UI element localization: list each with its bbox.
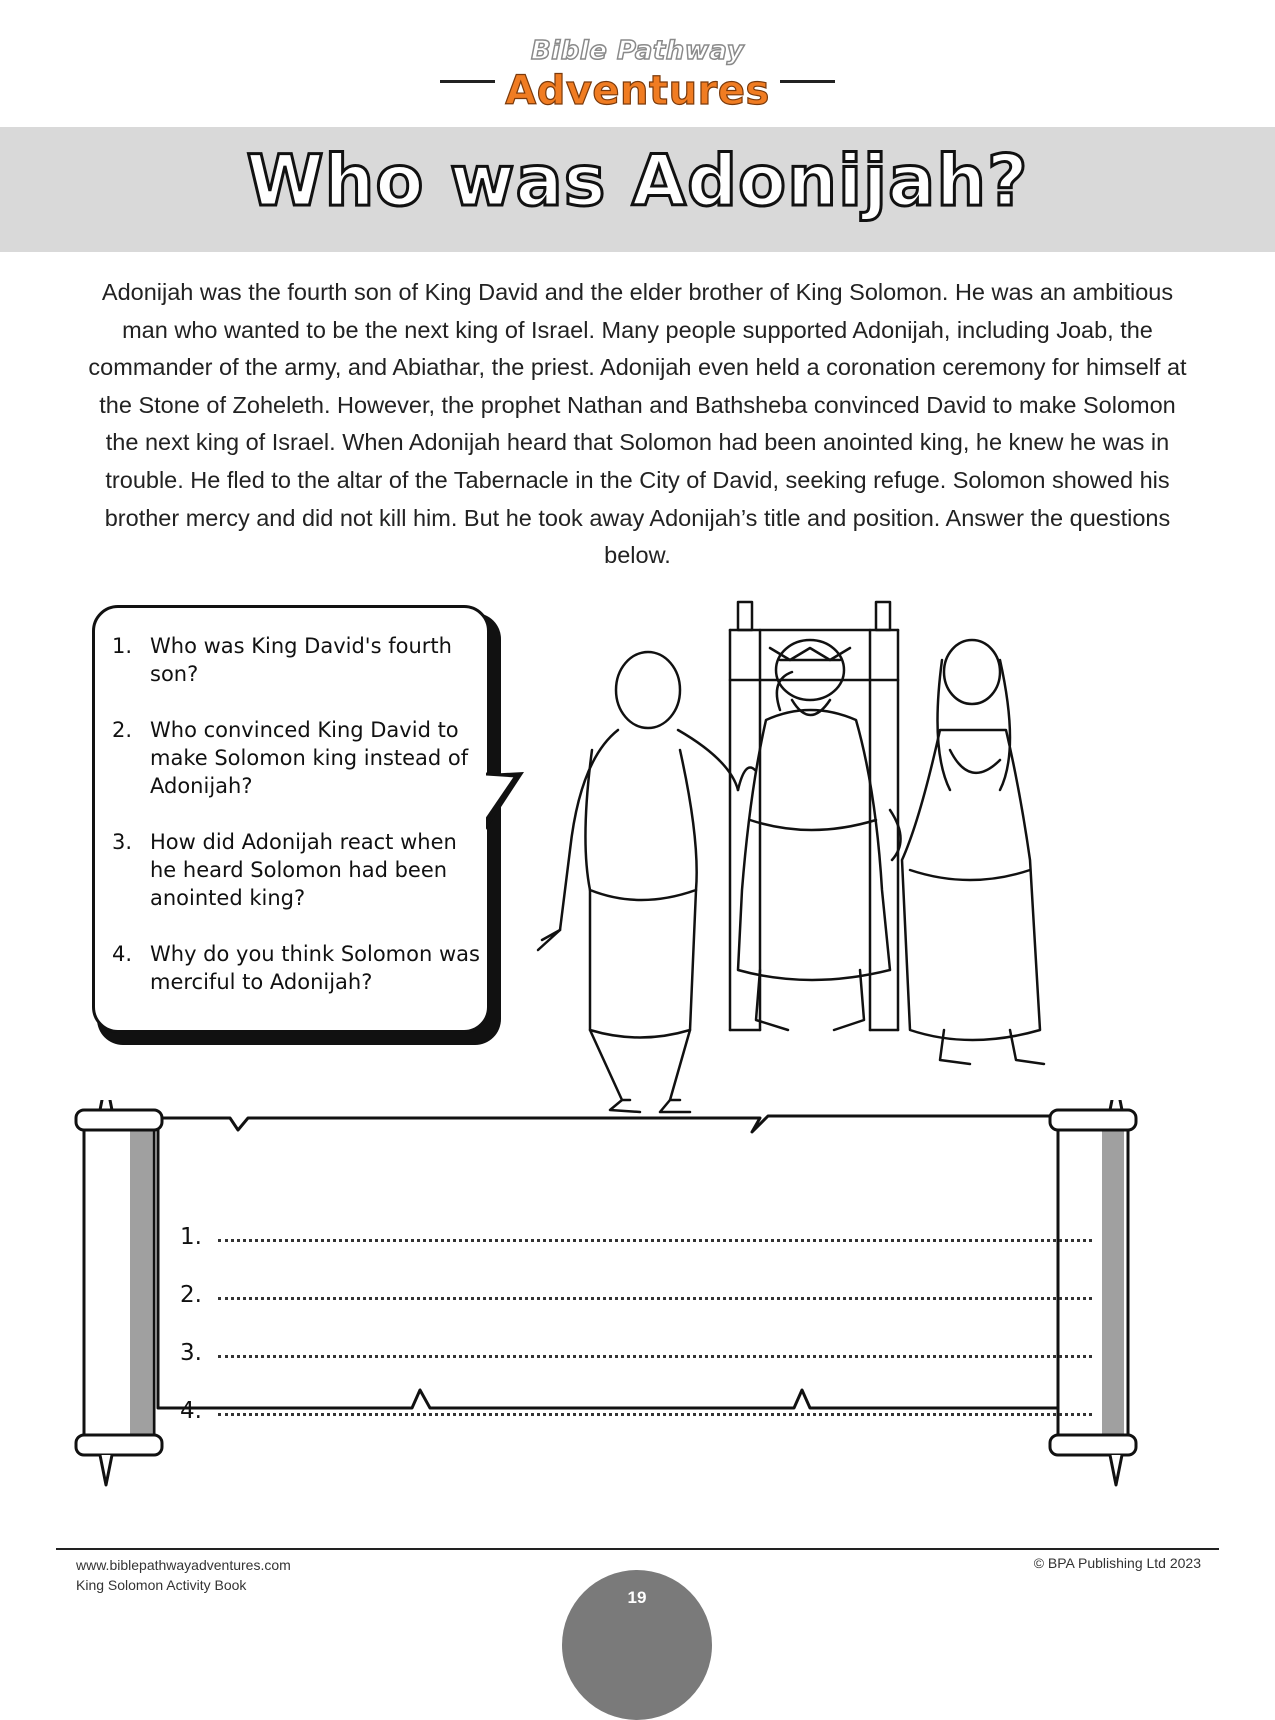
footer-copyright: © BPA Publishing Ltd 2023 bbox=[1033, 1555, 1201, 1571]
logo-rule-right bbox=[780, 80, 835, 83]
answer-row[interactable] bbox=[180, 1268, 1100, 1308]
man-figure bbox=[538, 652, 755, 1112]
logo-top-text: Bible Pathway bbox=[530, 36, 745, 66]
question-number: 2. bbox=[112, 718, 133, 742]
footer-rule bbox=[56, 1548, 1219, 1550]
logo-main-text: Adventures bbox=[505, 68, 770, 114]
question-text: How did Adonijah react when he heard Solomon had been anointed king? bbox=[150, 830, 457, 910]
question-number: 4. bbox=[112, 942, 133, 966]
question-number: 3. bbox=[112, 830, 133, 854]
intro-paragraph: Adonijah was the fourth son of King David and the elder brother of King Solomon. He was an ambitious man who wanted to be the next king of Israel. Many people supported Adonijah, including Joab, the commander of the army, and Abiathar, the priest. Adonijah even held a coronation ceremony for himself at the Stone of Zoheleth. However, the prophet Nathan and Bathsheba convinced David to make Solomon the next king of Israel. When Adonijah heard that Solomon had been anointed king, he knew he was in trouble. He fled to the altar of the Tabernacle in the City of David, seeking refuge. Solomon showed his brother mercy and did not kill him. But he took away Adonijah’s title and position. Answer the questions below. bbox=[88, 279, 1187, 569]
speech-bubble-tail bbox=[486, 770, 526, 834]
answer-number: 3. bbox=[180, 1340, 202, 1366]
question-text: Why do you think Solomon was merciful to Adonijah? bbox=[150, 942, 480, 994]
question-number: 1. bbox=[112, 634, 133, 658]
question-text: Who was King David's fourth son? bbox=[150, 634, 452, 686]
question-item bbox=[110, 828, 480, 912]
footer-left bbox=[76, 1555, 291, 1595]
answer-line[interactable] bbox=[218, 1355, 1092, 1358]
page-title: Who was Adonijah? bbox=[246, 140, 1029, 222]
answer-number: 4. bbox=[180, 1398, 202, 1424]
footer-website[interactable]: www.biblepathwayadventures.com bbox=[76, 1557, 291, 1573]
answer-number: 2. bbox=[180, 1282, 202, 1308]
king-figure bbox=[738, 640, 901, 1030]
answer-number: 1. bbox=[180, 1224, 202, 1250]
question-item bbox=[110, 940, 480, 996]
answer-row[interactable] bbox=[180, 1384, 1100, 1424]
answer-line[interactable] bbox=[218, 1413, 1092, 1416]
question-item bbox=[110, 632, 480, 688]
question-text: Who convinced King David to make Solomon king instead of Adonijah? bbox=[150, 718, 469, 798]
answer-row[interactable] bbox=[180, 1326, 1100, 1366]
scroll-roller-left bbox=[76, 1100, 162, 1485]
answer-line[interactable] bbox=[218, 1239, 1092, 1242]
publisher-logo bbox=[0, 32, 1275, 112]
throne-illustration bbox=[730, 602, 898, 1030]
answer-scroll bbox=[70, 1100, 1190, 1540]
answer-line[interactable] bbox=[218, 1297, 1092, 1300]
footer-book-title: King Solomon Activity Book bbox=[76, 1577, 247, 1593]
coloring-illustration bbox=[530, 590, 1150, 1170]
page-number: 19 bbox=[627, 1588, 647, 1607]
answer-row[interactable] bbox=[180, 1210, 1100, 1250]
question-item bbox=[110, 716, 480, 800]
question-list bbox=[110, 632, 480, 1024]
woman-figure bbox=[902, 640, 1044, 1064]
